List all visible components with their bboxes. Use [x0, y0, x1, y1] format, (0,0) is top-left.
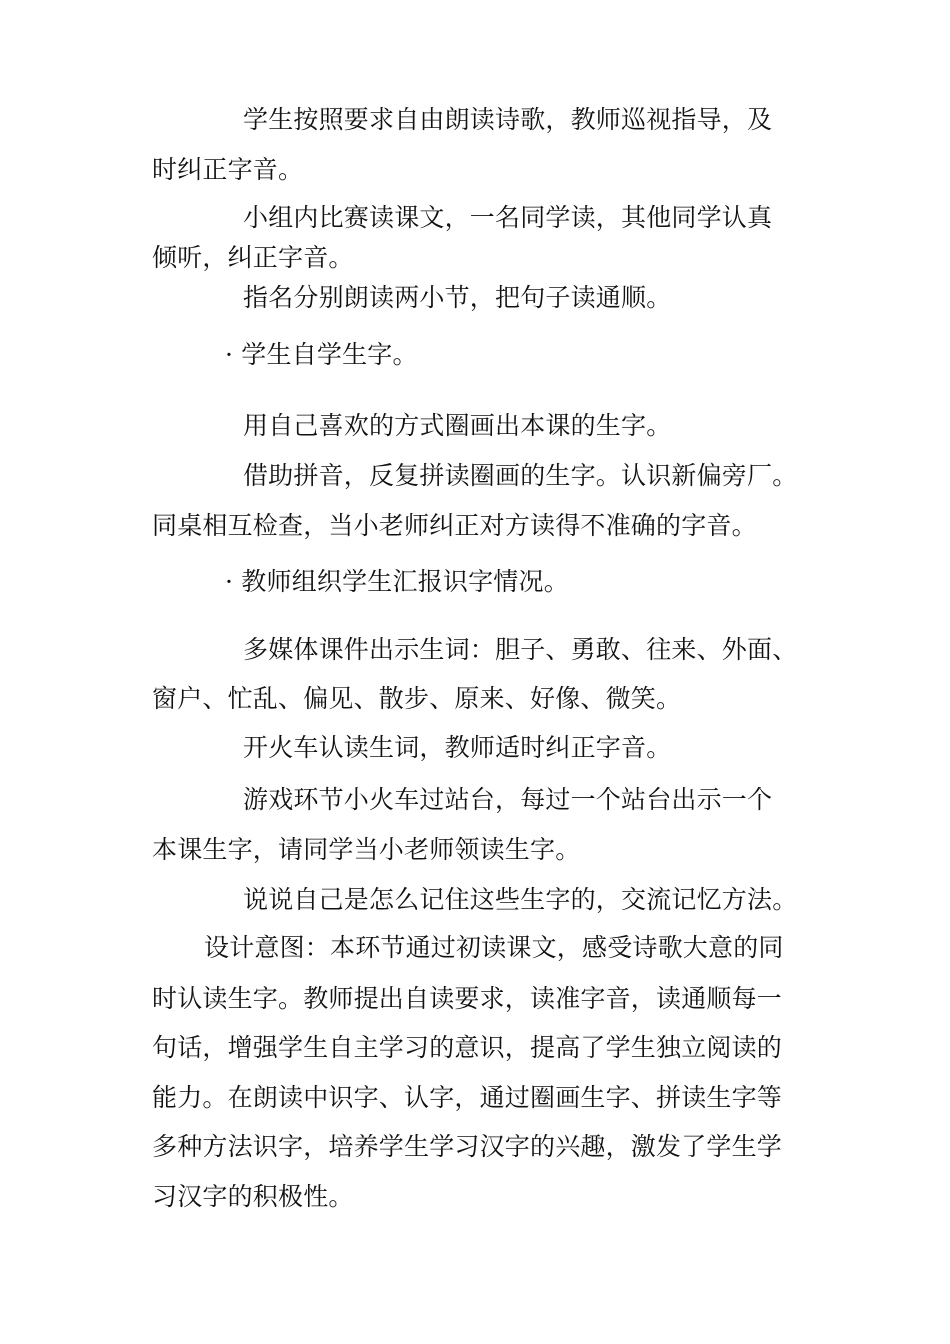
text-line: 时纠正字音。: [152, 155, 304, 184]
text-line: · 学生自学生字。: [225, 340, 418, 369]
text-line: 指名分别朗读两小节，把句子读通顺。: [243, 283, 672, 312]
text-line: 借助拼音，反复拼读圈画的生字。认识新偏旁厂。: [243, 461, 798, 490]
text-line: 学生按照要求自由朗读诗歌，教师巡视指导，及: [243, 105, 773, 134]
text-line: 开火车认读生词，教师适时纠正字音。: [243, 733, 672, 762]
text-line: 时认读生字。教师提出自读要求，读准字音，读通顺每一: [152, 984, 783, 1013]
text-line: 习汉字的积极性。: [152, 1182, 354, 1211]
text-line: 用自己喜欢的方式圈画出本课的生字。: [243, 411, 672, 440]
text-line: 小组内比赛读课文，一名同学读，其他同学认真: [243, 203, 773, 232]
text-line: 说说自己是怎么记住这些生字的，交流记忆方法。: [243, 885, 798, 914]
text-line: · 教师组织学生汇报识字情况。: [225, 567, 569, 596]
text-line: 本课生字，请同学当小老师领读生字。: [152, 835, 581, 864]
text-line: 多种方法识字，培养学生学习汉字的兴趣，激发了学生学: [152, 1132, 783, 1161]
text-line: 窗户、忙乱、偏见、散步、原来、好像、微笑。: [152, 684, 682, 713]
text-line: 同桌相互检查，当小老师纠正对方读得不准确的字音。: [152, 511, 757, 540]
text-line: 能力。在朗读中识字、认字，通过圈画生字、拼读生字等: [152, 1083, 783, 1112]
text-line: 游戏环节小火车过站台，每过一个站台出示一个: [243, 785, 773, 814]
text-line: 设计意图：本环节通过初读课文，感受诗歌大意的同: [204, 933, 784, 962]
text-line: 多媒体课件出示生词：胆子、勇敢、往来、外面、: [243, 635, 798, 664]
text-line: 倾听，纠正字音。: [152, 243, 354, 272]
text-line: 句话，增强学生自主学习的意识，提高了学生独立阅读的: [152, 1033, 783, 1062]
